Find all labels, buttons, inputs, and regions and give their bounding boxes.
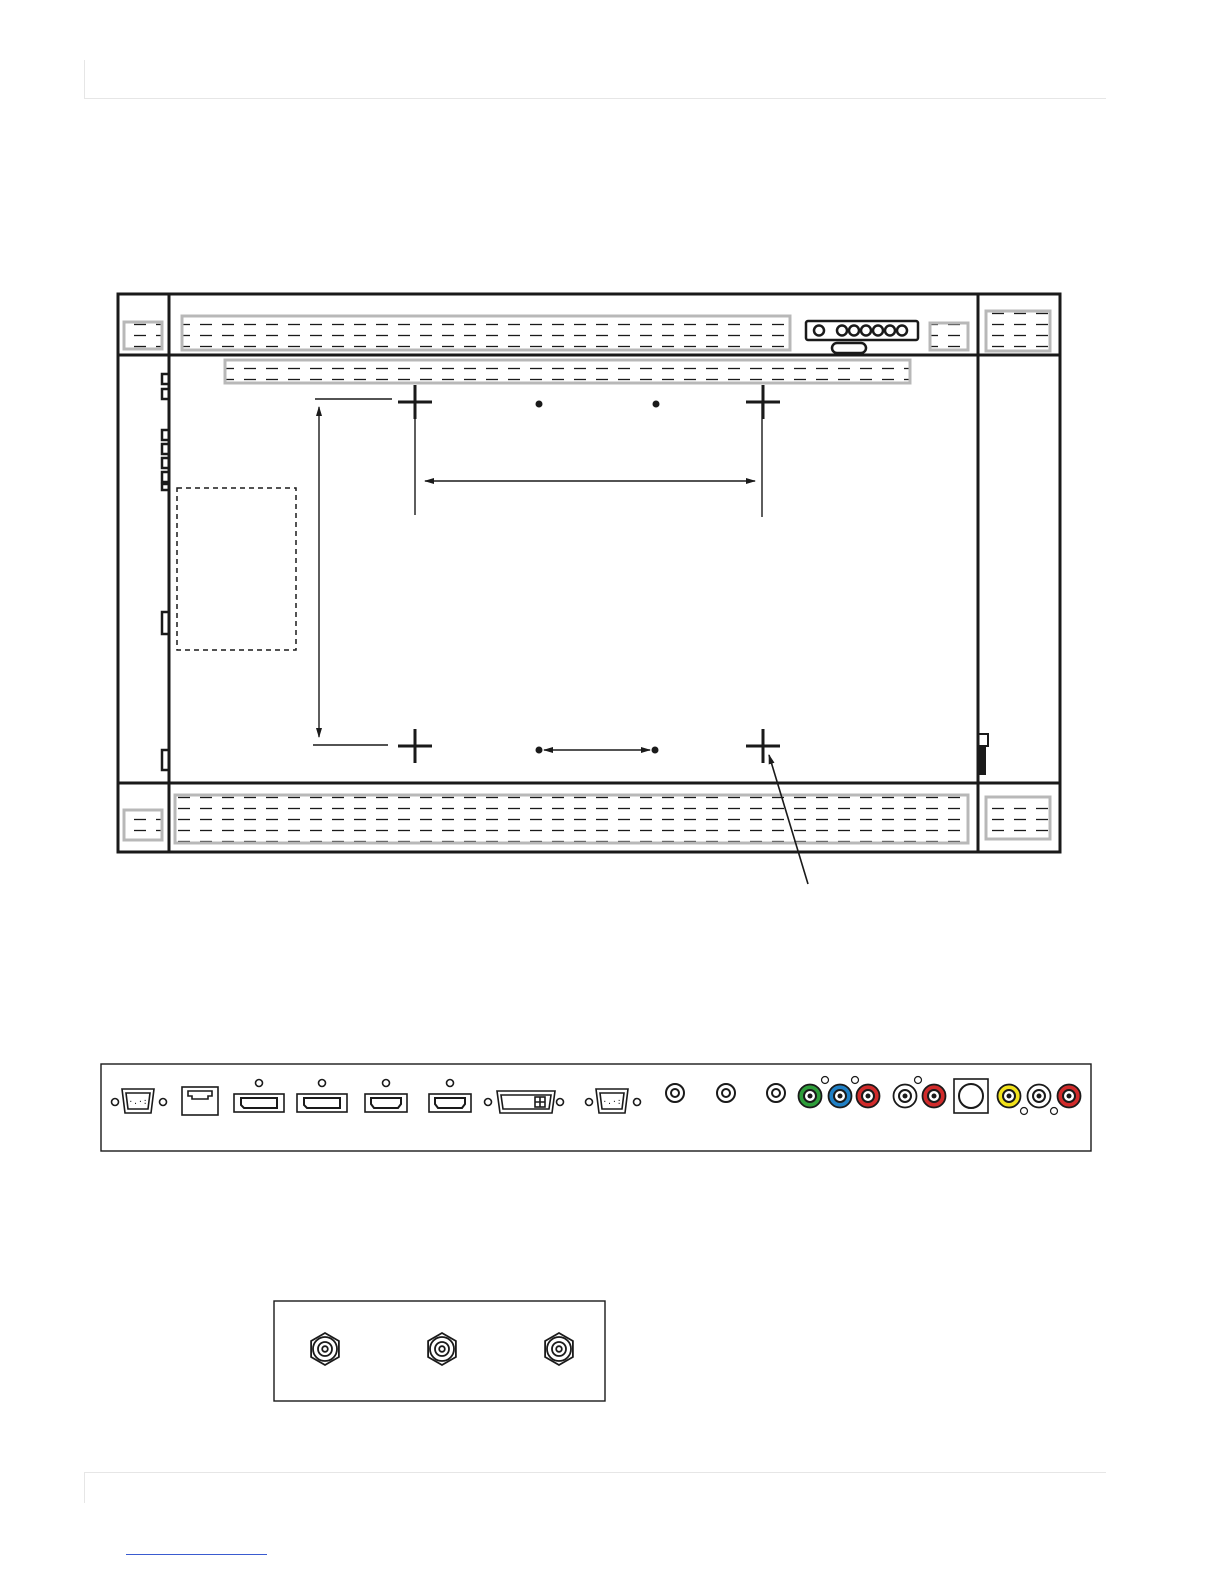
bnc-connector-icon — [545, 1333, 573, 1365]
rca-jack-icon — [1028, 1085, 1051, 1108]
rca-jack-icon — [923, 1085, 946, 1108]
corner-vent-bottom-left — [124, 810, 162, 840]
corner-vent-bottom-right — [986, 797, 1050, 839]
hdmi-icon — [365, 1080, 407, 1113]
mount-hole-bottom-left — [398, 729, 432, 763]
corner-vent-top-right — [986, 311, 1050, 351]
audio-jack-icon — [717, 1084, 735, 1102]
vents — [124, 311, 1050, 843]
dvi-icon — [485, 1091, 564, 1113]
connector-row — [112, 1077, 1081, 1116]
mount-hole-top-right — [746, 385, 780, 419]
corner-vent-top-mid — [930, 323, 968, 350]
displayport-icon — [297, 1080, 347, 1113]
footer-tick — [84, 1473, 85, 1503]
footer-rule — [84, 1472, 1106, 1473]
rca-jack-icon — [829, 1085, 852, 1108]
small-holes — [536, 401, 660, 754]
displayport-icon — [234, 1080, 284, 1113]
bnc-panel — [274, 1301, 605, 1401]
serial-port-icon — [112, 1089, 167, 1113]
s-video-icon — [954, 1079, 988, 1113]
hdmi-icon — [429, 1080, 471, 1113]
mount-holes — [398, 385, 780, 763]
corner-vent-top-left — [124, 322, 162, 349]
rca-jack-icon — [894, 1085, 917, 1108]
connector-panel — [101, 1064, 1091, 1151]
svg-text:·.·:: ·.·: — [128, 1097, 148, 1106]
rca-jack-icon — [998, 1085, 1021, 1108]
audio-jack-icon — [666, 1084, 684, 1102]
top-vent — [182, 316, 790, 350]
bnc-connector-icon — [311, 1333, 339, 1365]
svg-text:·.·:: ·.·: — [602, 1097, 622, 1106]
mount-hole-bottom-right — [746, 729, 780, 763]
control-buttons — [806, 321, 918, 353]
label-area-outline — [177, 488, 296, 650]
lan-port-icon — [182, 1087, 218, 1115]
bottom-vent — [175, 795, 968, 843]
rca-jack-icon — [857, 1085, 880, 1108]
bnc-connector-icon — [428, 1333, 456, 1365]
footer-link-underline[interactable] — [126, 1554, 267, 1555]
upper-vent — [225, 360, 910, 383]
serial-port-icon — [586, 1089, 641, 1113]
audio-jack-icon — [767, 1084, 785, 1102]
bnc-row — [311, 1333, 573, 1365]
rca-jack-icon — [1058, 1085, 1081, 1108]
rca-jack-icon — [799, 1085, 822, 1108]
